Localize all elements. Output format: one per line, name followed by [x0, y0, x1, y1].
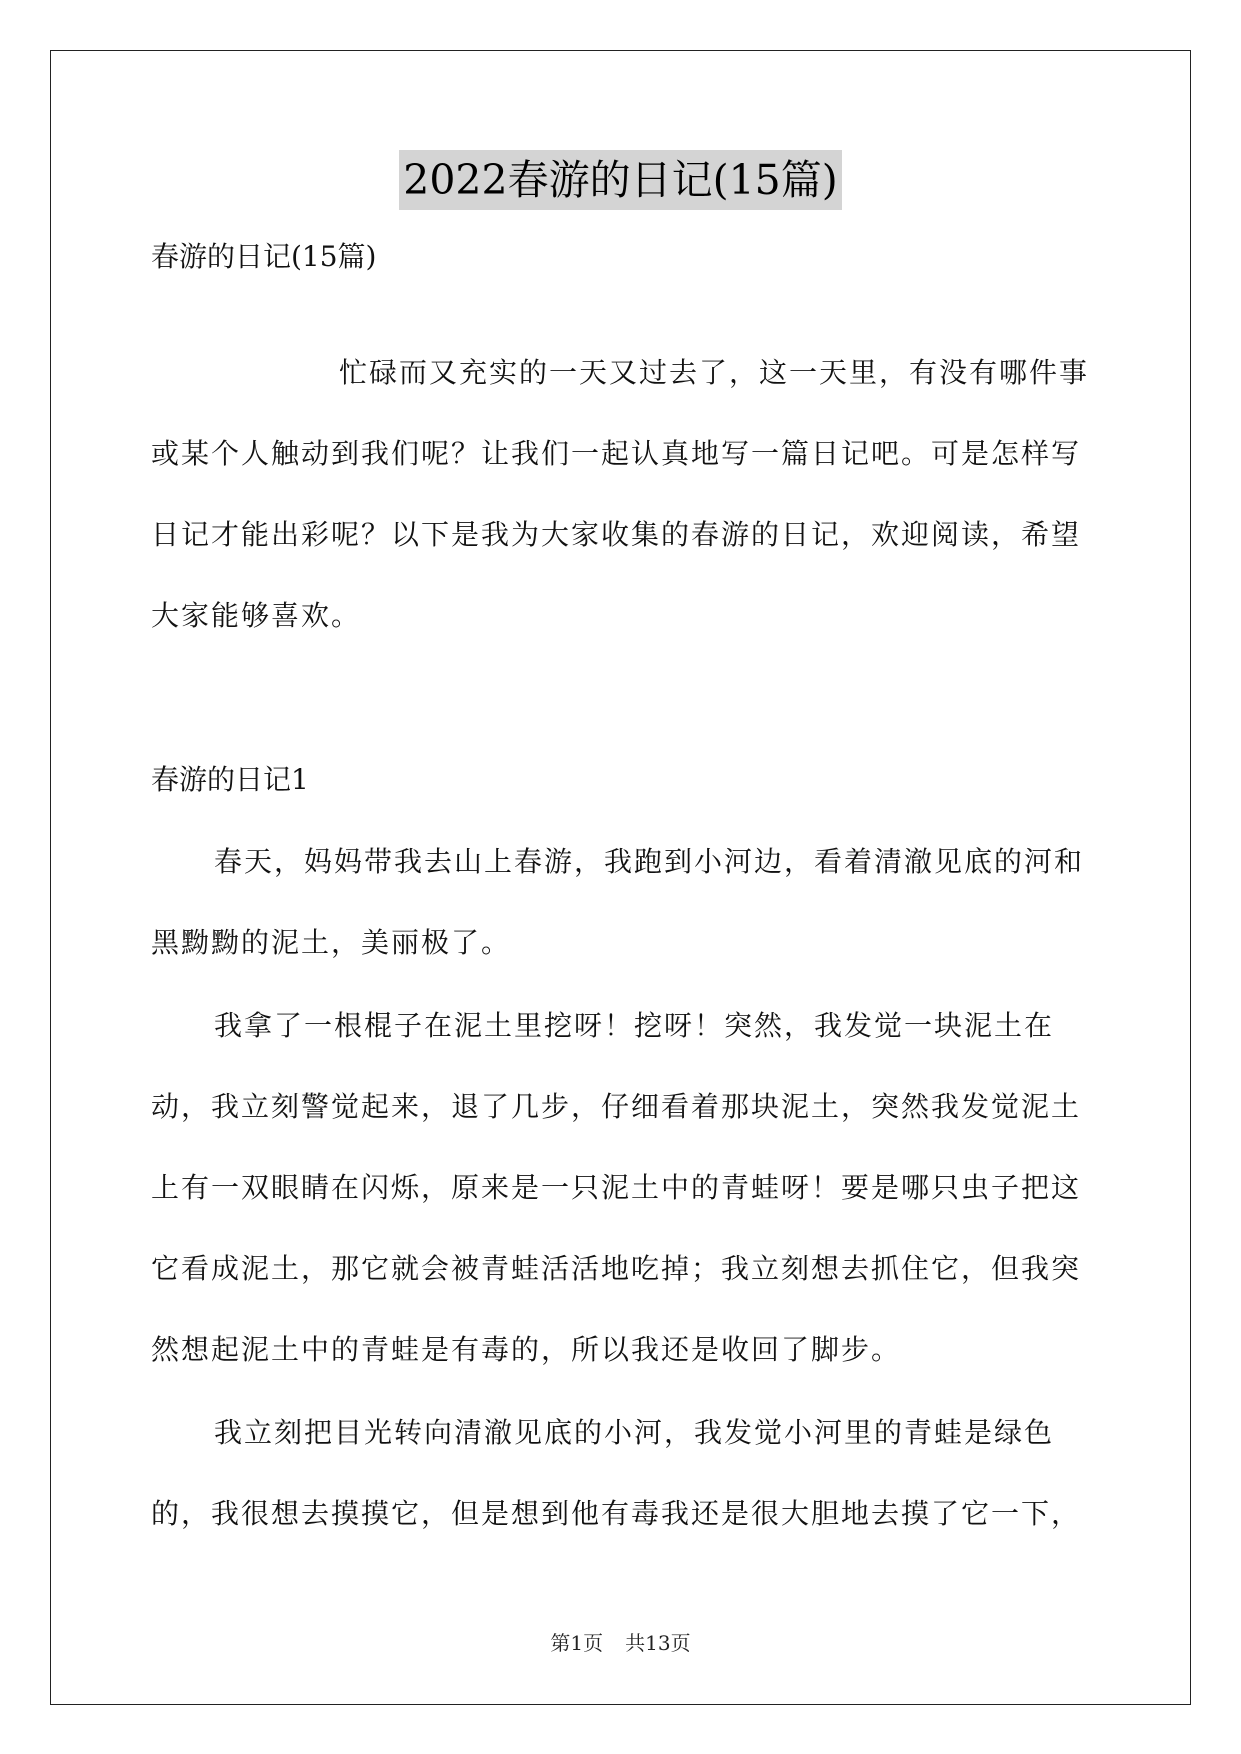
body-paragraph-3: 我立刻把目光转向清澈见底的小河，我发觉小河里的青蛙是绿色的，我很想去摸摸它，但是想到他有毒我还是很大胆地去摸了它一下， — [151, 1416, 1082, 1530]
document-subtitle: 春游的日记(15篇) — [151, 240, 377, 273]
page-number: 第1页 — [550, 1631, 604, 1655]
body-paragraph-1: 春天，妈妈带我去山上春游，我跑到小河边，看着清澈见底的河和黑黝黝的泥土，美丽极了。 — [151, 845, 1085, 959]
body-paragraph-2: 我拿了一根棍子在泥土里挖呀！挖呀！突然，我发觉一块泥土在动，我立刻警觉起来，退了几步，仔细看着那块泥土，突然我发觉泥土上有一双眼睛在闪烁，原来是一只泥土中的青蛙呀！要是哪只虫子把这它看成泥土，那它就会被青蛙活活地吃掉；我立刻想去抓住它，但我突然想起泥土中的青蛙是有毒的，所以我还是收回了脚步。 — [151, 1009, 1082, 1366]
document-title: 2022春游的日记(15篇) — [399, 150, 842, 210]
intro-paragraph: 忙碌而又充实的一天又过去了，这一天里，有没有哪件事或某个人触动到我们呢？让我们一起认真地写一篇日记吧。可是怎样写日记才能出彩呢？以下是我为大家收集的春游的日记，欢迎阅读，希望大家能够喜欢。 — [151, 356, 1090, 632]
title-container — [0, 150, 1241, 210]
section-heading: 春游的日记1 — [151, 763, 309, 796]
page-total: 共13页 — [625, 1631, 691, 1655]
page-footer — [0, 1629, 1241, 1657]
